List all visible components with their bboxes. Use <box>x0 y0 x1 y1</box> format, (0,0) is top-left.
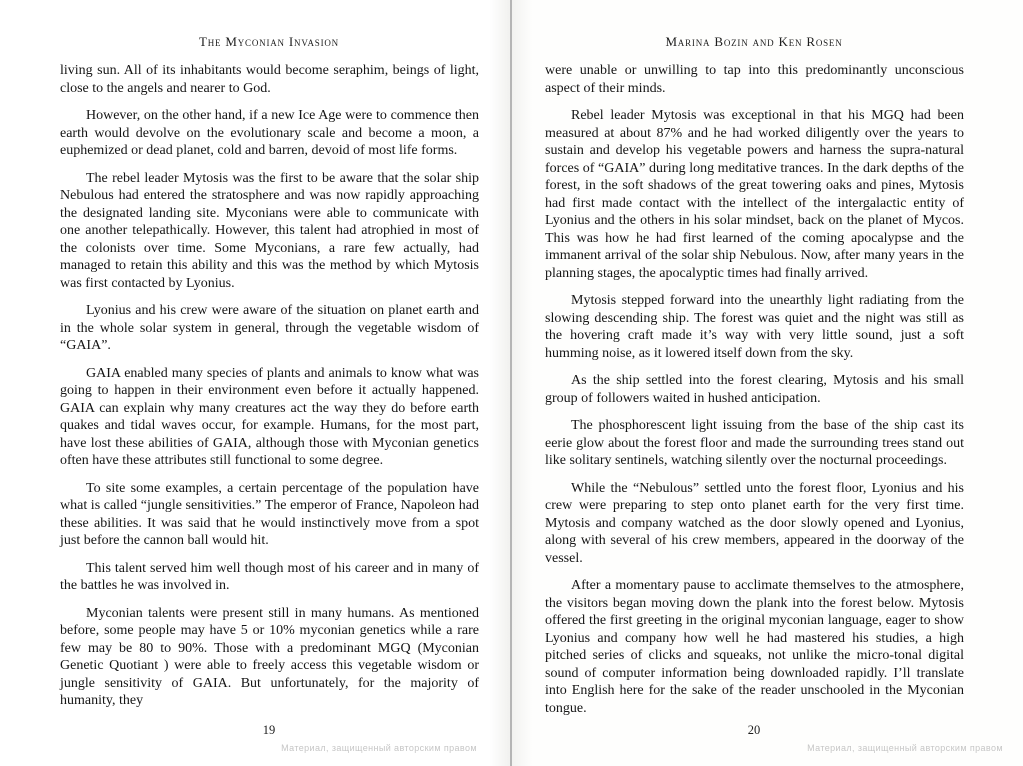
paragraph: Rebel leader Mytosis was exceptional in that his MGQ had been measured at about 87% and he had worked diligently over the years to sustain and develop his vegetable powers and harness the supra-natural forces of “GAIA” during long meditative trances. In the dark depths of the forest, in the soft shadows of the great towering oaks and pines, Mytosis had first made contact with the intellect of the intergalactic entity of Lyonius and the others in his solar mindset, back on the planet of Mycos. This was how he had first learned of the coming apocalypse and the immanent arrival of the solar ship Nebulous. Now, after many years in the planning stages, the apocalyptic times had finally arrived. <box>545 108 964 281</box>
running-head-authors: Marina Bozin and Ken Rosen <box>665 34 843 49</box>
page-20 <box>512 0 1023 766</box>
paragraph: Mytosis stepped forward into the unearthly light radiating from the slowing descending ship. The forest was quiet and the night was still as the hovering craft made it’s way with very little sound, just a soft humming noise, as it lowered itself down from the sky. <box>545 293 964 361</box>
page-number-20: 20 <box>747 723 761 737</box>
paragraph: The rebel leader Mytosis was the first to be aware that the solar ship Nebulous had entered the stratosphere and was now rapidly approaching the designated landing site. Myconians were able to communicate with one another telepathically. However, this talent had atrophied in most of the colonists over time. Some Myconians, a rare few actually, had managed to retain this ability and this was the method by which Mytosis was first contacted by Lyonius. <box>60 170 479 291</box>
copyright-watermark-left: Материал, защищенный авторским правом <box>281 743 477 753</box>
paragraph: were unable or unwilling to tap into this predominantly unconscious aspect of their minds. <box>545 63 964 96</box>
running-head-book-title: The Myconian Invasion <box>199 34 339 49</box>
page-19 <box>0 0 510 766</box>
paragraph: GAIA enabled many species of plants and animals to know what was going to happen in their environment even before it actually happened. GAIA can explain why many creatures act the way they do before earth quakes and tidal waves occur, for example. Humans, for the most part, have lost these abilities of GAIA, although those with Myconian genetics often have these attributes still functional to some degree. <box>60 365 479 468</box>
page-number-19: 19 <box>262 723 276 737</box>
paragraph: This talent served him well though most of his career and in many of the battles he was involved in. <box>60 560 479 593</box>
paragraph: Lyonius and his crew were aware of the situation on planet earth and in the whole solar system in general, through the vegetable wisdom of “GAIA”. <box>60 303 479 353</box>
page-19-body-text <box>60 62 479 720</box>
paragraph: The phosphorescent light issuing from the base of the ship cast its eerie glow about the forest floor and made the surrounding trees stand out like solitary sentinels, watching silently over the nocturnal proceedings. <box>545 418 964 468</box>
copyright-watermark-right: Материал, защищенный авторским правом <box>807 743 1003 753</box>
paragraph: living sun. All of its inhabitants would become seraphim, beings of light, close to the angels and nearer to God. <box>60 63 479 96</box>
paragraph: As the ship settled into the forest clearing, Mytosis and his small group of followers waited in hushed anticipation. <box>545 373 964 406</box>
paragraph: Myconian talents were present still in many humans. As mentioned before, some people may have 5 or 10% myconian genetics while a rare few may be 80 to 90%. Those with a predominant MGQ (Myconian Genetic Quotiant ) were able to freely access this vegetable wisdom or jungle sensitivity of GAIA. But unfortunately, for the majority of humanity, they <box>60 605 479 708</box>
paragraph: While the “Nebulous” settled unto the forest floor, Lyonius and his crew were preparing to step onto planet earth for the very first time. Mytosis and company watched as the door slowly opened and Lyonius, along with several of his crew members, appeared in the doorway of the vessel. <box>545 480 964 566</box>
paragraph: However, on the other hand, if a new Ice Age were to commence then earth would devolve on the evolutionary scale and become a moon, a euphemized or dead planet, cold and barren, devoid of most life forms. <box>60 108 479 158</box>
paragraph: After a momentary pause to acclimate themselves to the atmosphere, the visitors began moving down the plank into the forest below. Mytosis offered the first greeting in the original myconian language, eager to show Lyonius and company how well he had mastered his studies, a high pitched series of clicks and squeaks, not unlike the micro-tonal digital sound of computer information being downloaded rapidly. I’ll translate into English here for the sake of the reader unschooled in the Myconian tongue. <box>545 578 964 716</box>
paragraph: To site some examples, a certain percentage of the population have what is called “jungle sensitivities.” The emperor of France, Napoleon had these abilities. It was said that he would instinctively move from a spot just before the cannon ball would hit. <box>60 480 479 548</box>
page-20-body-text <box>545 62 964 727</box>
